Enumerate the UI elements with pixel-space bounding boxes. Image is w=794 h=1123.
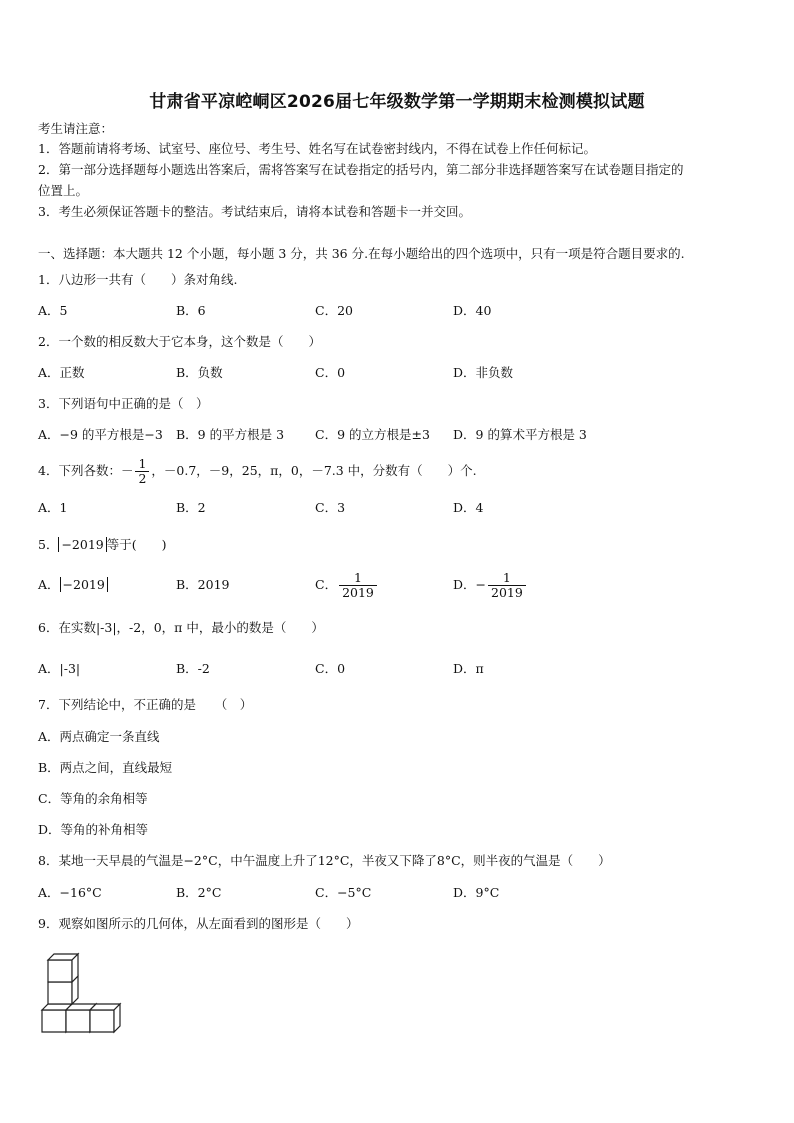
- geometric-solid-figure: [38, 950, 138, 1034]
- question-7-option-c: C．等角的余角相等: [38, 791, 148, 806]
- question-1-option-d: D．40: [453, 303, 492, 318]
- question-6-option-d: D．π: [453, 661, 484, 676]
- question-5-stem-post: 等于( ): [106, 537, 167, 552]
- notice-item-2-cont: 位置上。: [38, 183, 89, 198]
- question-8-option-a: A．−16°C: [38, 885, 102, 900]
- question-1-stem: 1．八边形一共有（ ）条对角线.: [38, 272, 238, 287]
- option-c-numerator: 1: [354, 570, 362, 585]
- option-c-fraction: [339, 571, 377, 600]
- question-6-option-a: A．|-3|: [38, 661, 81, 676]
- question-4-stem-post: ，－0.7，－9，25，π，0，－7.3 中，分数有（ ）个.: [151, 463, 477, 478]
- question-9-stem: 9．观察如图所示的几何体，从左面看到的图形是（ ）: [38, 916, 359, 931]
- option-d-denominator: 2019: [488, 585, 526, 600]
- question-5-stem: [38, 537, 167, 553]
- question-2-option-d: D．非负数: [453, 365, 514, 380]
- option-d-label: D．−: [453, 577, 486, 592]
- question-2-stem: 2．一个数的相反数大于它本身，这个数是（ ）: [38, 334, 321, 349]
- question-1-option-b: B．6: [176, 303, 206, 318]
- question-8-option-d: D．9°C: [453, 885, 500, 900]
- question-4-stem: [38, 455, 477, 487]
- question-2-option-b: B．负数: [176, 365, 223, 380]
- option-c-denominator: 2019: [339, 585, 377, 600]
- question-6-option-c: C．0: [315, 661, 346, 676]
- question-5-option-b: B．2019: [176, 577, 230, 592]
- question-3-option-c: C．9 的立方根是±3: [315, 427, 430, 442]
- notice-item-3: 3．考生必须保证答题卡的整洁。考试结束后，请将本试卷和答题卡一并交回。: [38, 204, 471, 219]
- question-3-option-d: D．9 的算术平方根是 3: [453, 427, 587, 442]
- option-d-fraction: [488, 571, 526, 600]
- option-c-label: C．: [315, 577, 338, 592]
- question-7-option-a: A．两点确定一条直线: [38, 729, 160, 744]
- question-4-option-c: C．3: [315, 500, 346, 515]
- question-1-option-a: A．5: [38, 303, 68, 318]
- notice-item-1: 1．答题前请将考场、试室号、座位号、考生号、姓名写在试卷密封线内，不得在试卷上作任何标记。: [38, 141, 596, 156]
- option-a-label: A．: [38, 577, 60, 592]
- question-2-option-c: C．0: [315, 365, 346, 380]
- section-heading: 一、选择题：本大题共 12 个小题，每小题 3 分，共 36 分.在每小题给出的四个选项中，只有一项是符合题目要求的.: [38, 246, 685, 261]
- question-4-stem-pre: 4．下列各数：－: [38, 463, 134, 478]
- question-7-option-b: B．两点之间，直线最短: [38, 760, 173, 775]
- option-d-numerator: 1: [502, 570, 511, 585]
- question-4-option-b: B．2: [176, 500, 206, 515]
- fraction-one-half: [135, 457, 149, 486]
- question-3-stem: 3．下列语句中正确的是（ ）: [38, 396, 209, 411]
- question-6-option-b: B．-2: [176, 661, 210, 676]
- fraction-denominator: 2: [135, 471, 149, 486]
- question-2-option-a: A．正数: [38, 365, 85, 380]
- question-3-option-a: A．−9 的平方根是−3: [38, 427, 163, 442]
- question-4-option-a: A．1: [38, 500, 68, 515]
- page-title: 甘肃省平凉崆峒区2026届七年级数学第一学期期末检测模拟试题: [149, 92, 645, 112]
- question-3-option-b: B．9 的平方根是 3: [176, 427, 285, 442]
- question-6-stem: 6．在实数|-3|，-2，0，π 中，最小的数是（ ）: [38, 620, 324, 635]
- option-a-absolute-value: −2019: [60, 577, 108, 592]
- question-7-stem: 7．下列结论中，不正确的是 （ ）: [38, 697, 253, 712]
- absolute-value: −2019: [58, 537, 106, 552]
- question-7-option-d: D．等角的补角相等: [38, 822, 149, 837]
- question-8-option-b: B．2°C: [176, 885, 222, 900]
- notice-heading: 考生请注意：: [38, 121, 114, 136]
- question-5-option-c: [315, 567, 379, 603]
- question-5-option-d: [453, 567, 528, 603]
- question-1-option-c: C．20: [315, 303, 353, 318]
- question-5-option-a: [38, 577, 108, 593]
- fraction-numerator: 1: [138, 456, 147, 471]
- question-8-option-c: C．−5°C: [315, 885, 372, 900]
- question-8-stem: 8．某地一天早晨的气温是−2°C，中午温度上升了12°C，半夜又下降了8°C，则半夜的气温是（ ）: [38, 853, 611, 868]
- question-5-stem-pre: 5．: [38, 537, 59, 552]
- question-4-option-d: D．4: [453, 500, 484, 515]
- notice-item-2: 2．第一部分选择题每小题选出答案后，需将答案写在试卷指定的括号内，第二部分非选择题答案写在试卷题目指定的: [38, 162, 684, 177]
